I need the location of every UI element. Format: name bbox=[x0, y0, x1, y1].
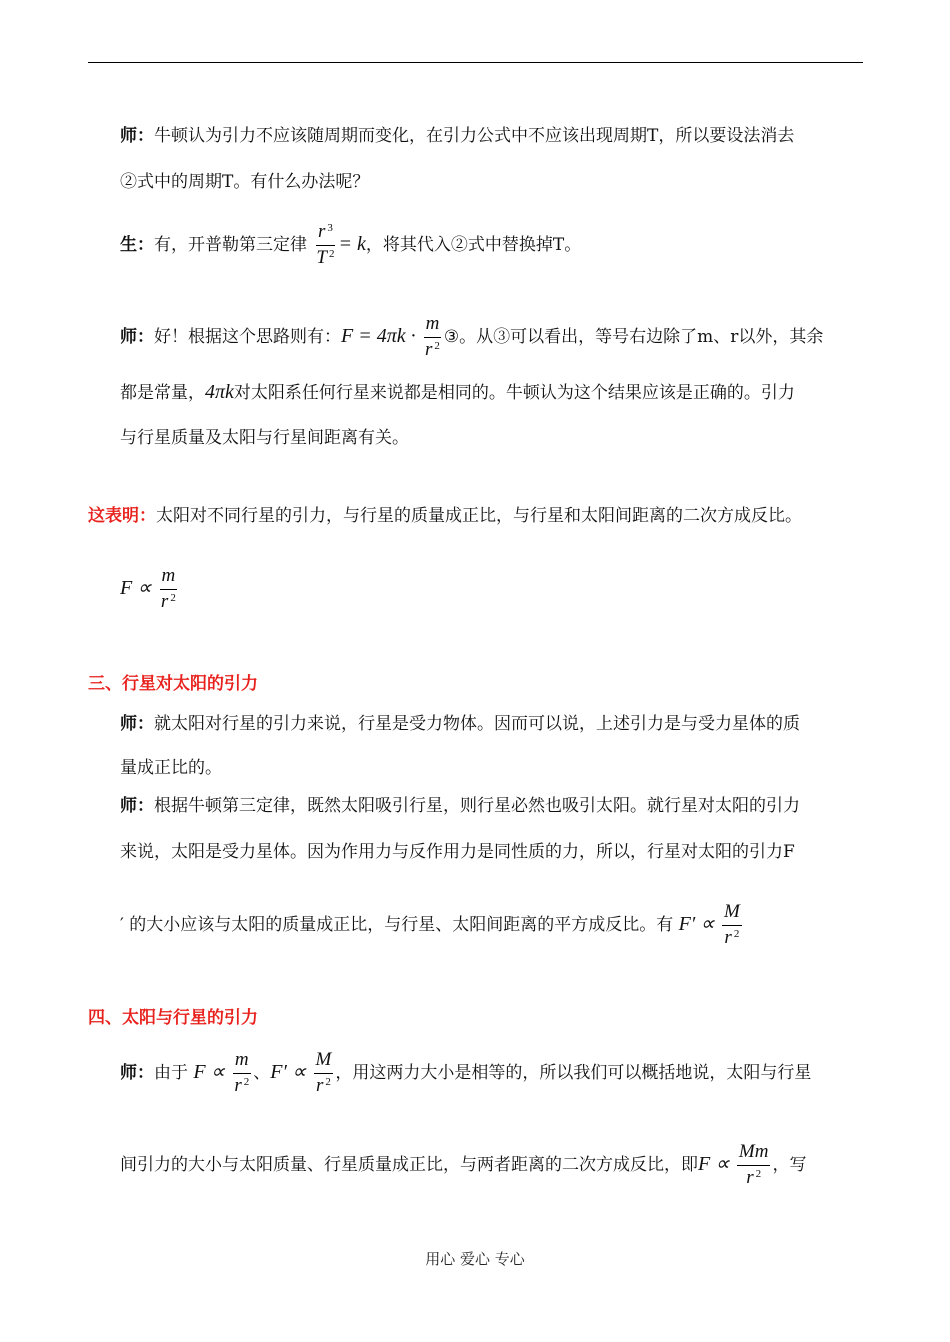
paragraph-text: 来说，太阳是受力星体。因为作用力与反作用力是同性质的力，所以，行星对太阳的引力F bbox=[120, 842, 795, 862]
paragraph-text: 由于 bbox=[154, 1062, 188, 1083]
formula-lhs: F ∝ bbox=[698, 1152, 730, 1175]
paragraph-text: ，写 bbox=[772, 1154, 807, 1175]
formula-line bbox=[120, 566, 180, 613]
paragraph-text: 间引力的大小与太阳质量、行星质量成正比，与两者距离的二次方成反比，即 bbox=[120, 1154, 698, 1175]
paragraph-text: 有，开普勒第三定律 bbox=[154, 234, 307, 255]
paragraph-line bbox=[120, 382, 795, 402]
formula-fraction: $\frac{m}{r ^2}$ bbox=[160, 565, 176, 612]
paragraph-text: 与行星质量及太阳与行星间距离有关。 bbox=[120, 428, 409, 448]
speaker-label: 师： bbox=[120, 714, 154, 734]
section-heading: 三、行星对太阳的引力 bbox=[88, 674, 258, 694]
formula-lhs: F ∝ bbox=[120, 576, 152, 599]
formula-lhs: F′ ∝ bbox=[270, 1060, 307, 1083]
paragraph-text: 牛顿认为引力不应该随周期而变化，在引力公式中不应该出现周期T，所以要设法消去 bbox=[154, 126, 795, 146]
formula-lhs: F ∝ bbox=[193, 1060, 225, 1083]
paragraph-line bbox=[120, 128, 794, 145]
paragraph-line bbox=[120, 844, 795, 861]
paragraph-text: ，将其代入②式中替换掉T。 bbox=[365, 234, 582, 255]
paragraph-text: ，用这两力大小是相等的，所以我们可以概括地说，太阳与行星 bbox=[335, 1062, 812, 1083]
paragraph-line bbox=[120, 174, 369, 191]
inline-math: 4πk bbox=[205, 381, 234, 403]
paragraph-line bbox=[120, 1142, 806, 1189]
separator: 、 bbox=[253, 1062, 271, 1083]
paragraph-line bbox=[120, 760, 222, 777]
paragraph-text: 对太阳系任何行星来说都是相同的。牛顿认为这个结果应该是正确的。引力 bbox=[233, 383, 795, 403]
paragraph-line bbox=[120, 1050, 811, 1097]
speaker-label: 师： bbox=[120, 126, 154, 146]
formula-fraction: $\frac{M}{r ^2}$ bbox=[723, 901, 740, 948]
paragraph-text: ②式中的周期T。有什么办法呢？ bbox=[120, 172, 370, 192]
conclusion-line bbox=[88, 508, 802, 525]
formula-fraction: $\frac{Mm}{r ^2}$ bbox=[738, 1141, 769, 1188]
formula-fraction: $\frac{m}{r ^2}$ bbox=[425, 313, 440, 360]
header-rule bbox=[88, 62, 863, 63]
paragraph-text: 根据牛顿第三定律，既然太阳吸引行星，则行星必然也吸引太阳。就行星对太阳的引力 bbox=[154, 796, 800, 816]
formula-rhs: = k bbox=[338, 232, 366, 255]
kepler-fraction: $\frac{r ^3}{T ^2}$ bbox=[316, 221, 335, 268]
paragraph-text: ③。从③可以看出，等号右边除了m、r以外，其余 bbox=[443, 326, 824, 347]
paragraph-line bbox=[120, 798, 800, 815]
conclusion-label: 这表明： bbox=[88, 506, 156, 526]
paragraph-line bbox=[120, 314, 823, 361]
speaker-label: 师： bbox=[120, 796, 154, 816]
formula-lhs: F = 4πk · bbox=[341, 324, 416, 347]
paragraph-text: 量成正比的。 bbox=[120, 758, 222, 778]
paragraph-line bbox=[120, 430, 409, 447]
formula-fraction: $\frac{m}{r ^2}$ bbox=[234, 1049, 250, 1096]
paragraph-text: 就太阳对行星的引力来说，行星是受力物体。因而可以说，上述引力是与受力星体的质 bbox=[154, 714, 800, 734]
paragraph-line bbox=[120, 902, 744, 949]
paragraph-text: ′ 的大小应该与太阳的质量成正比，与行星、太阳间距离的平方成反比。有 bbox=[120, 914, 674, 935]
speaker-label: 师： bbox=[120, 326, 154, 347]
section-heading: 四、太阳与行星的引力 bbox=[88, 1008, 258, 1028]
page-footer: 用心 爱心 专心 bbox=[425, 1250, 525, 1268]
formula-fraction: $\frac{M}{r ^2}$ bbox=[315, 1049, 332, 1096]
conclusion-text: 太阳对不同行星的引力，与行星的质量成正比，与行星和太阳间距离的二次方成反比。 bbox=[156, 506, 802, 526]
speaker-label: 师： bbox=[120, 1062, 154, 1083]
paragraph-text: 好！根据这个思路则有： bbox=[154, 326, 341, 347]
formula-lhs: F′ ∝ bbox=[678, 912, 715, 935]
speaker-label: 生： bbox=[120, 234, 154, 255]
paragraph-text: 都是常量， bbox=[120, 383, 205, 403]
paragraph-line bbox=[120, 222, 581, 269]
paragraph-line bbox=[120, 716, 800, 733]
